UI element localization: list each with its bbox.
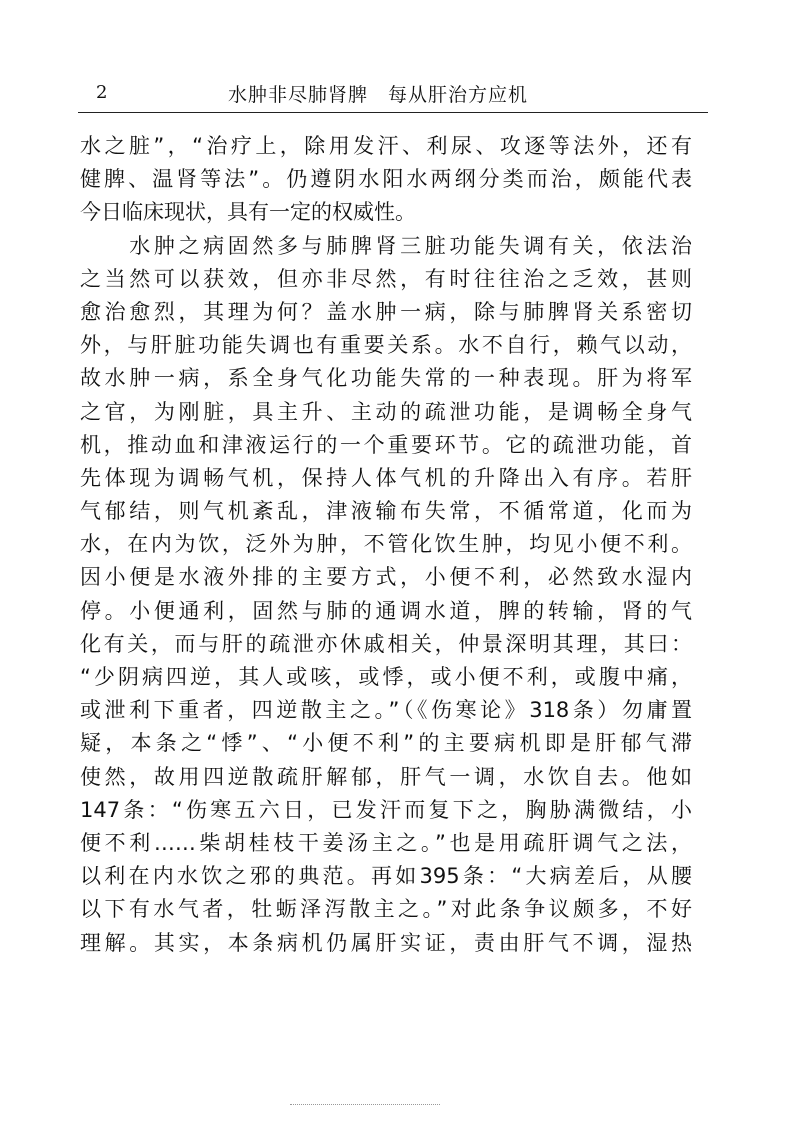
text-line: 今日临床现状，具有一定的权威性。 (80, 200, 416, 225)
text-line: 或泄利下重者，四逆散主之。”（《伤寒论》318条）勿庸置 (80, 698, 692, 723)
text-line: 以下有水气者，牡蛎泽泻散主之。”对此条争议颇多，不好 (80, 897, 692, 922)
running-title: 水肿非尽肺肾脾 每从肝治方应机 (228, 84, 529, 106)
text-line: 化有关，而与肝的疏泄亦休戚相关，仲景深明其理，其曰： (80, 631, 692, 656)
text-line: 因小便是水液外排的主要方式，小便不利，必然致水湿内 (80, 565, 692, 590)
text-line: 之官，为刚脏，具主升、主动的疏泄功能，是调畅全身气 (80, 399, 692, 424)
page-header (78, 80, 708, 110)
text-line: 气郁结，则气机紊乱，津液输布失常，不循常道，化而为 (80, 499, 692, 524)
text-line: 机，推动血和津液运行的一个重要环节。它的疏泄功能，首 (80, 432, 692, 457)
scan-artifact (290, 1104, 440, 1105)
text-line: 疑，本条之“悸”、“小便不利”的主要病机即是肝郁气滞 (80, 731, 692, 756)
text-line: 健脾、温肾等法”。仍遵阴水阳水两纲分类而治，颇能代表 (80, 167, 692, 192)
text-line: 愈治愈烈，其理为何？盖水肿一病，除与肺脾肾关系密切 (80, 299, 692, 324)
text-line: 便不利……柴胡桂枝干姜汤主之。”也是用疏肝调气之法， (80, 830, 692, 855)
header-rule (78, 112, 708, 113)
text-line: 先体现为调畅气机，保持人体气机的升降出入有序。若肝 (80, 465, 692, 490)
page-number: 2 (96, 82, 108, 103)
text-line: 之当然可以获效，但亦非尽然，有时往往治之乏效，甚则 (80, 266, 692, 291)
text-line: “少阴病四逆，其人或咳，或悸，或小便不利，或腹中痛， (80, 665, 692, 689)
text-line: 水，在内为饮，泛外为肿，不管化饮生肿，均见小便不利。 (80, 532, 692, 557)
text-line: 147条：“伤寒五六日，已发汗而复下之，胸胁满微结，小 (80, 797, 692, 822)
text-line: 外，与肝脏功能失调也有重要关系。水不自行，赖气以动， (80, 333, 692, 358)
body-text (80, 130, 692, 960)
text-line: 水之脏”，“治疗上，除用发汗、利尿、攻逐等法外，还有 (80, 134, 692, 158)
text-line: 使然，故用四逆散疏肝解郁，肝气一调，水饮自去。他如 (80, 764, 692, 789)
text-line: 故水肿一病，系全身气化功能失常的一种表现。肝为将军 (80, 366, 692, 391)
text-line: 理解。其实，本条病机仍属肝实证，责由肝气不调，湿热 (80, 930, 692, 955)
text-line: 水肿之病固然多与肺脾肾三脏功能失调有关，依法治 (80, 233, 692, 258)
text-line: 以利在内水饮之邪的典范。再如395条：“大病差后，从腰 (80, 864, 692, 889)
text-line: 停。小便通利，固然与肺的通调水道，脾的转输，肾的气 (80, 598, 692, 623)
